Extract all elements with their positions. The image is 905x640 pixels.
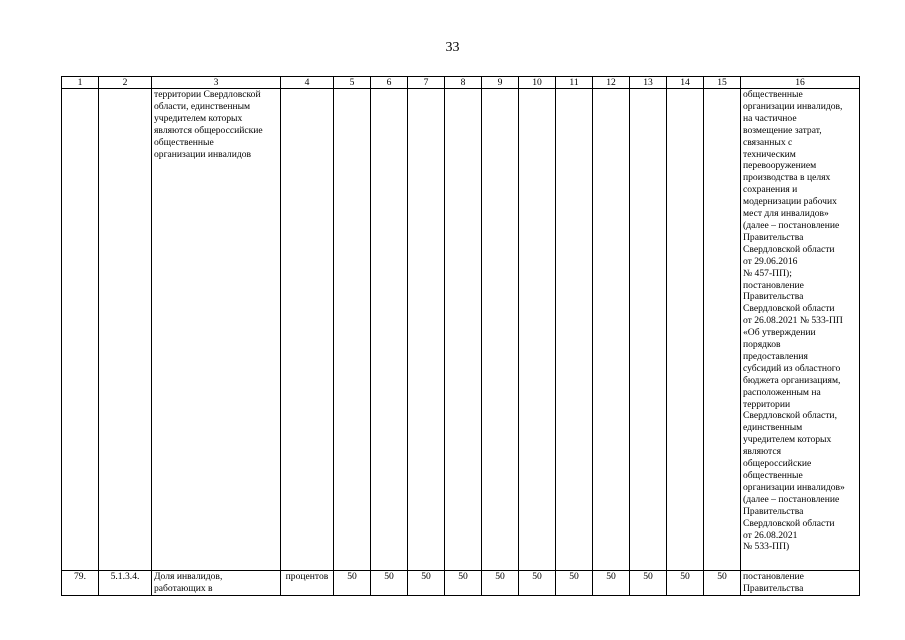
value-cell: 50 bbox=[704, 571, 741, 596]
value-cell bbox=[704, 89, 741, 571]
code-cell: 5.1.3.4. bbox=[99, 571, 152, 596]
column-number: 9 bbox=[482, 77, 519, 89]
unit-cell bbox=[281, 89, 334, 571]
value-cell bbox=[556, 89, 593, 571]
column-number: 6 bbox=[371, 77, 408, 89]
source-cell: общественные организации инвалидов, на частичное возмещение затрат, связанных с техническим перевооружением производства в целях сохранения и модернизации рабочих мест для инвалидов» (далее – постановление Правительства Свердловской области от 29.06.2016 № 457-ПП); постановление Правительства Свердловской области от 26.08.2021 № 533-ПП «Об утверждении порядков предоставления субсидий из областного бюджета организациям, расположенным на территории Свердловской области, единственным учредителем которых являются общероссийские общественные организации инвалидов» (далее – постановление Правительства Свердловской области от 26.08.2021 № 533-ПП) bbox=[741, 89, 860, 571]
row-number-cell bbox=[62, 89, 99, 571]
column-number: 3 bbox=[152, 77, 281, 89]
indicator-name-cell: Доля инвалидов, работающих в bbox=[152, 571, 281, 596]
value-cell bbox=[482, 89, 519, 571]
column-number: 11 bbox=[556, 77, 593, 89]
column-number: 1 bbox=[62, 77, 99, 89]
page-number: 33 bbox=[445, 40, 460, 55]
row-number-cell: 79. bbox=[62, 571, 99, 596]
table-row bbox=[62, 571, 860, 596]
value-cell: 50 bbox=[556, 571, 593, 596]
column-number: 4 bbox=[281, 77, 334, 89]
value-cell bbox=[371, 89, 408, 571]
unit-cell: процентов bbox=[281, 571, 334, 596]
column-number-row bbox=[62, 77, 860, 89]
column-number: 10 bbox=[519, 77, 556, 89]
value-cell bbox=[445, 89, 482, 571]
value-cell: 50 bbox=[408, 571, 445, 596]
value-cell: 50 bbox=[667, 571, 704, 596]
value-cell: 50 bbox=[445, 571, 482, 596]
value-cell: 50 bbox=[630, 571, 667, 596]
column-number: 5 bbox=[334, 77, 371, 89]
column-number: 15 bbox=[704, 77, 741, 89]
value-cell bbox=[593, 89, 630, 571]
column-number: 7 bbox=[408, 77, 445, 89]
column-number: 16 bbox=[741, 77, 860, 89]
column-number: 8 bbox=[445, 77, 482, 89]
document-table bbox=[61, 76, 860, 596]
value-cell: 50 bbox=[593, 571, 630, 596]
value-cell bbox=[408, 89, 445, 571]
value-cell: 50 bbox=[482, 571, 519, 596]
indicator-name-cell: территории Свердловской области, единственным учредителем которых являются общероссийские общественные организации инвалидов bbox=[152, 89, 281, 571]
value-cell: 50 bbox=[334, 571, 371, 596]
column-number: 2 bbox=[99, 77, 152, 89]
source-cell: постановление Правительства bbox=[741, 571, 860, 596]
code-cell bbox=[99, 89, 152, 571]
value-cell bbox=[667, 89, 704, 571]
value-cell: 50 bbox=[371, 571, 408, 596]
column-number: 13 bbox=[630, 77, 667, 89]
value-cell bbox=[630, 89, 667, 571]
value-cell bbox=[519, 89, 556, 571]
table-row bbox=[62, 89, 860, 571]
column-number: 12 bbox=[593, 77, 630, 89]
value-cell bbox=[334, 89, 371, 571]
column-number: 14 bbox=[667, 77, 704, 89]
value-cell: 50 bbox=[519, 571, 556, 596]
